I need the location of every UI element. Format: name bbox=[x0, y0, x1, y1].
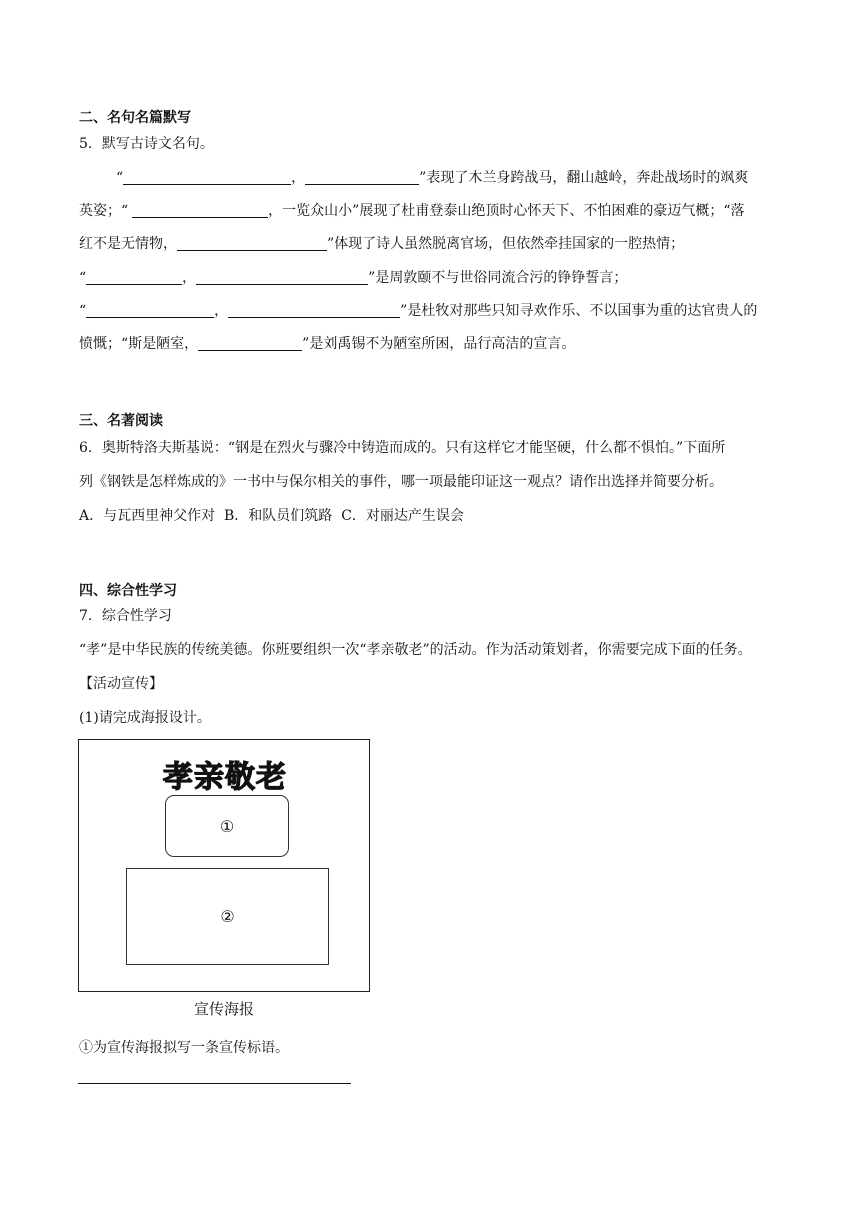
answer-blank[interactable] bbox=[132, 202, 268, 218]
answer-blank[interactable] bbox=[196, 269, 368, 285]
section-heading-4: 四、综合性学习 bbox=[79, 583, 177, 599]
fill-line-6: 愤慨；“斯是陋室， ”是刘禹锡不为陋室所困，品行高洁的宣言。 bbox=[79, 336, 576, 352]
poster-caption: 宣传海报 bbox=[193, 1000, 254, 1018]
task-1: (1)请完成海报设计。 bbox=[79, 710, 211, 726]
fill-line-4: “ ， ”是周敦颐不与世俗同流合污的铮铮誓言； bbox=[79, 270, 628, 286]
question-6-options: A．与瓦西里神父作对 B．和队员们筑路 C．对丽达产生误会 bbox=[79, 508, 464, 524]
answer-blank[interactable] bbox=[123, 169, 291, 185]
question-6-line-1: 6．奥斯特洛夫斯基说：“钢是在烈火与骤冷中铸造而成的。只有这样它才能坚硬，什么都不惧怕。”下面所 bbox=[79, 440, 726, 456]
poster-slot-1: ① bbox=[165, 795, 289, 857]
answer-blank[interactable] bbox=[86, 302, 214, 318]
poster-frame bbox=[78, 739, 370, 992]
sub-task-1: ①为宣传海报拟写一条宣传标语。 bbox=[79, 1040, 289, 1056]
poster-slot-2: ② bbox=[126, 868, 329, 965]
fill-line-1: “ ， ”表现了木兰身跨战马，翻山越岭，奔赴战场时的飒爽 bbox=[116, 170, 749, 186]
answer-blank[interactable] bbox=[228, 302, 400, 318]
answer-line[interactable] bbox=[78, 1083, 351, 1084]
fill-line-3: 红不是无情物， ”体现了诗人虽然脱离官场，但依然牵挂国家的一腔热情； bbox=[79, 236, 685, 252]
fill-line-5: “ ， ”是杜牧对那些只知寻欢作乐、不以国事为重的达官贵人的 bbox=[79, 303, 758, 319]
question-7-stem: 7．综合性学习 bbox=[79, 608, 172, 624]
fill-line-2: 英姿；“ ，一览众山小”展现了杜甫登泰山绝顶时心怀天下、不怕困难的豪迈气概；“落 bbox=[79, 203, 745, 219]
section-heading-3: 三、名著阅读 bbox=[79, 413, 163, 429]
question-6-line-2: 列《钢铁是怎样炼成的》一书中与保尔相关的事件，哪一项最能印证这一观点？请作出选择并简要分析。 bbox=[79, 474, 723, 490]
activity-label: 【活动宣传】 bbox=[79, 676, 163, 692]
answer-blank[interactable] bbox=[198, 335, 302, 351]
question-5-stem: 5．默写古诗文名句。 bbox=[79, 136, 214, 152]
answer-blank[interactable] bbox=[177, 235, 327, 251]
answer-blank[interactable] bbox=[305, 169, 419, 185]
answer-blank[interactable] bbox=[86, 269, 182, 285]
poster-title: 孝亲敬老 bbox=[163, 760, 287, 795]
section-heading-2: 二、名句名篇默写 bbox=[79, 110, 191, 126]
question-7-intro: “孝”是中华民族的传统美德。你班要组织一次“孝亲敬老”的活动。作为活动策划者，你需要完成下面的任务。 bbox=[79, 642, 752, 658]
